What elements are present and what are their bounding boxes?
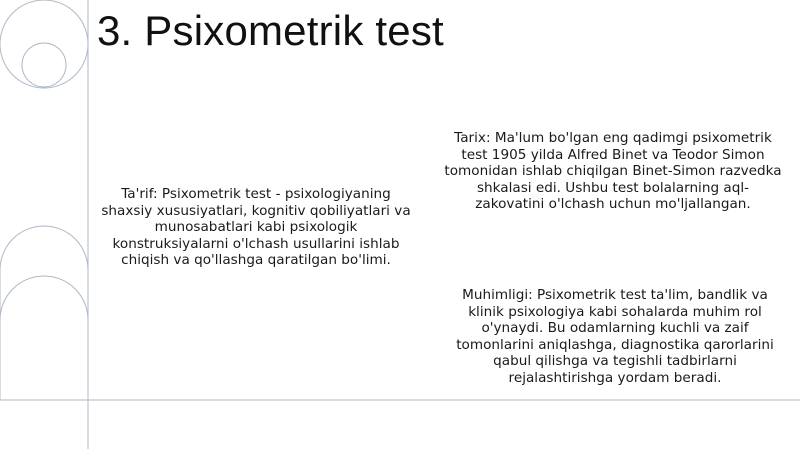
- deco-circle-large: [0, 0, 88, 88]
- deco-arch-lower: [0, 276, 88, 320]
- deco-circle-small: [22, 43, 66, 87]
- slide-title: 3. Psixometrik test: [97, 7, 444, 54]
- importance-text: Muhimligi: Psixometrik test ta'lim, bandlik va klinik psixologiya kabi sohalarda muhim rol o'ynaydi. Bu odamlarning kuchli va zaif tomonlarini aniqlashga, diagnostika qarorlarini qabul qilishga va tegishli tadbirlarni rejalashtirishga yordam beradi.: [456, 287, 774, 386]
- deco-arch-upper: [0, 226, 88, 270]
- definition-text: Ta'rif: Psixometrik test - psixologiyaning shaxsiy xususiyatlari, kognitiv qobiliyatlari va munosabatlari kabi psixologik konstruksiyalarni o'lchash usullarini ishlab chiqish va qo'llashga qaratilgan bo'limi.: [101, 186, 411, 269]
- history-text: Tarix: Ma'lum bo'lgan eng qadimgi psixometrik test 1905 yilda Alfred Binet va Teodor Simon tomonidan ishlab chiqilgan Binet-Simon razvedka shkalasi edi. Ushbu test bolalarning aql-zakovatini o'lchash uchun mo'ljallangan.: [444, 130, 782, 213]
